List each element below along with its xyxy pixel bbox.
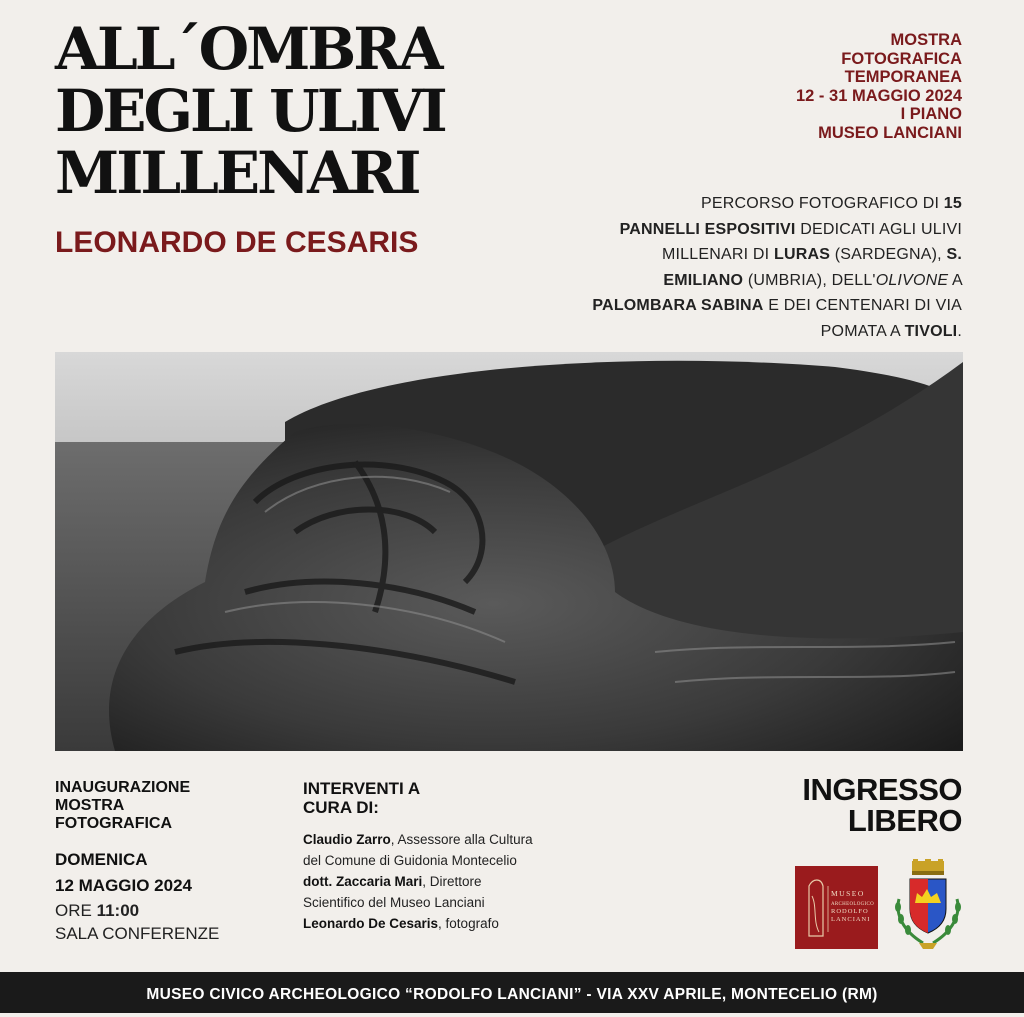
exhibition-info-line: FOTOGRAFICA [841,49,962,68]
exhibition-venue: MUSEO LANCIANI [818,123,962,142]
exhibition-dates: 12 - 31 MAGGIO 2024 [796,86,962,105]
description-bold: LURAS [773,246,831,263]
free-entry-line: INGRESSO [802,772,962,807]
title-line-2: DEGLI ULIVI [55,77,445,145]
title-line-1: ALL´OMBRA [55,15,441,83]
speaker-item [303,913,533,934]
museum-logo-line: MUSEO [831,889,865,898]
inauguration-heading-line: INAUGURAZIONE [55,779,191,796]
speaker-name: Claudio Zarro [303,832,391,847]
description-text: (UMBRIA), DELL' [743,271,876,289]
comune-guidonia-crest [893,859,963,954]
speaker-item [303,871,533,913]
inauguration-heading [55,779,255,833]
description-bold: PANNELLI ESPOSITIVI [619,220,796,238]
olive-tree-photo [55,352,963,751]
description-text: . [957,322,962,340]
description-text: A [948,271,962,289]
museum-logo-line: RODOLFO [831,908,869,915]
free-entry-line: LIBERO [847,803,962,838]
crest-graphic [893,859,963,954]
description-italic: OLIVONE [875,271,949,289]
inauguration-block [55,779,255,945]
description-text: DEDICATI AGLI ULIVI MILLENARI DI [662,220,962,263]
free-entry-label [802,774,962,836]
inauguration-date: 12 MAGGIO 2024 [55,876,193,895]
inauguration-heading-line: FOTOGRAFICA [55,815,173,832]
exhibition-info [796,31,962,142]
exhibition-description [582,191,962,344]
time-prefix: ORE [55,901,97,920]
olive-trunk-image [55,352,963,751]
inauguration-venue: SALA CONFERENZE [55,924,220,943]
inauguration-time [55,899,255,922]
description-bold: S. EMILIANO [663,246,962,289]
museum-logo-line: ARCHEOLOGICO [831,902,875,907]
author-name: LEONARDO DE CESARIS [55,226,419,259]
description-bold: PALOMBARA SABINA [592,297,764,314]
speaker-role: , Assessore alla Cultura del Comune di Guidonia Montecelio [303,832,533,868]
museum-logo-graphic [795,866,878,949]
museum-lanciani-logo [795,866,878,949]
exhibition-floor: I PIANO [900,105,962,123]
speaker-item [303,829,533,871]
speaker-role: , fotografo [438,916,499,931]
speakers-heading-line: CURA DI: [303,798,379,817]
speakers-heading-line: INTERVENTI A [303,779,421,798]
speaker-role: , Direttore Scientifico del Museo Lanciani [303,874,485,910]
title-line-3: MILLENARI [55,139,419,207]
museum-logo-line: LANCIANI [831,916,871,923]
time-value: 11:00 [96,901,140,920]
description-text: PERCORSO FOTOGRAFICO DI [701,195,944,212]
inauguration-day: DOMENICA [55,850,148,869]
exhibition-info-line: TEMPORANEA [844,68,962,86]
speaker-name: Leonardo De Cesaris [303,916,439,931]
description-bold: TIVOLI [904,322,958,340]
description-bold: 15 [943,195,962,212]
inauguration-heading-line: MOSTRA [55,797,125,814]
speaker-name: dott. Zaccaria Mari [303,874,423,889]
description-text: (SARDEGNA), [830,246,947,263]
poster-title [55,15,475,207]
footer-address: MUSEO CIVICO ARCHEOLOGICO “RODOLFO LANCIANI” - VIA XXV APRILE, MONTECELIO (RM) [0,972,1024,1013]
speakers-list [303,829,533,934]
description-text: E DEI CENTENARI DI VIA POMATA A [763,297,962,340]
speakers-block [303,779,533,934]
exhibition-info-line: MOSTRA [890,31,962,49]
speakers-heading [303,779,533,817]
